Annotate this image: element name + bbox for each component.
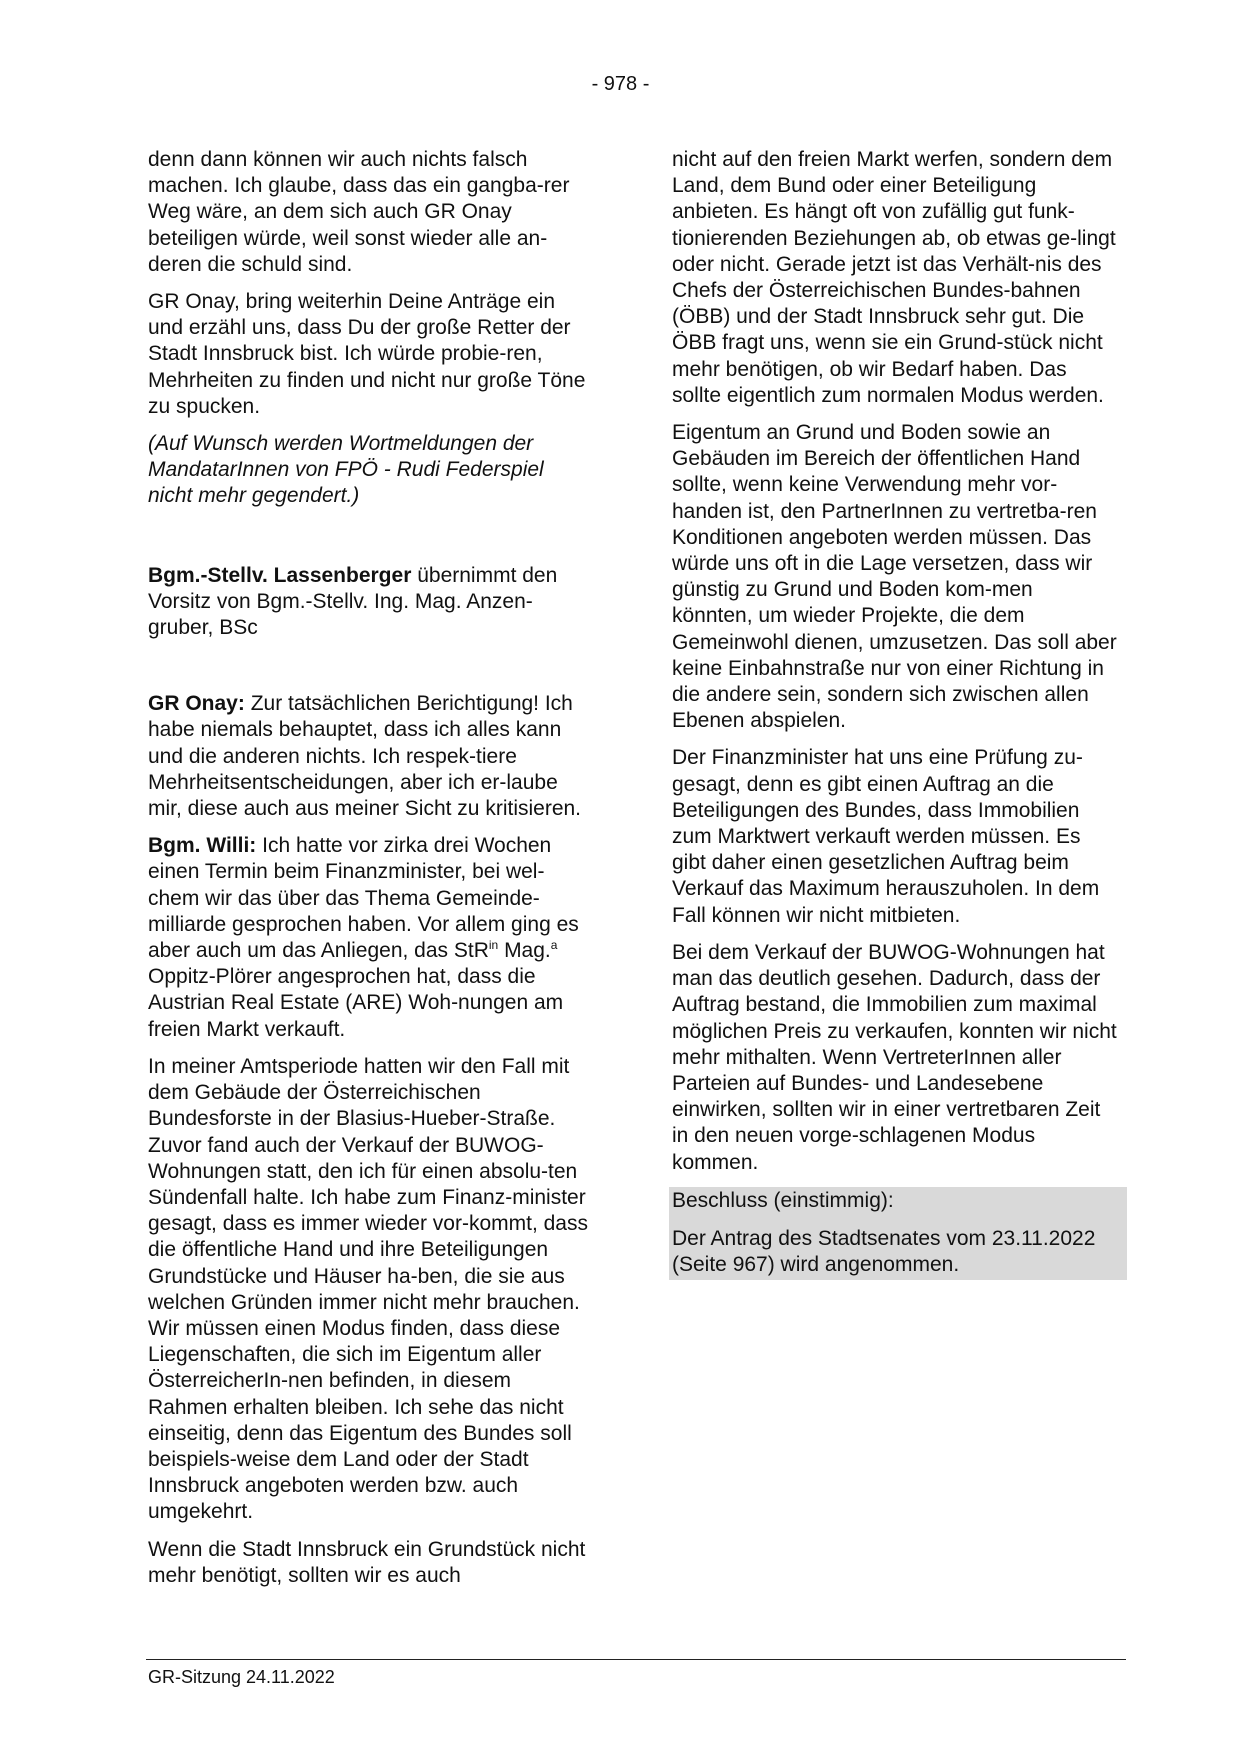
- speaker-willi: Bgm. Willi:: [148, 834, 257, 858]
- speaker-lassenberger: Bgm.-Stellv. Lassenberger: [148, 563, 412, 587]
- footer-session-date: GR-Sitzung 24.11.2022: [148, 1667, 335, 1687]
- paragraph-continuation: denn dann können wir auch nichts falsch machen. Ich glaube, dass das ein gangba-rer Weg wäre, an dem sich auch GR Onay beteiligen würde, weil sonst wieder alle an-deren die schuld sind.: [148, 148, 570, 276]
- paragraph-finanzminister: Der Finanzminister hat uns eine Prüfung zu-gesagt, denn es gibt einen Auftrag an die Beteiligungen des Bundes, dass Immobilien zum Marktwert verkauft werden müssen. Es gibt daher einen gesetzlichen Auftrag beim Verkauf das Maximum herauszuholen. In dem Fall können wir nicht mitbieten.: [672, 746, 1100, 927]
- paragraph-markt: nicht auf den freien Markt werfen, sondern dem Land, dem Bund oder einer Beteiligung anbieten. Es hängt oft von zufällig gut funk-tionierenden Beziehungen ab, ob etwas ge-lingt oder nicht. Gerade jetzt ist das Verhält-nis des Chefs der Österreichischen Bundes-bahnen (ÖBB) und der Stadt Innsbruck sehr gut. Die ÖBB fragt uns, wenn sie ein Grund-stück nicht mehr benötigen, ob wir Bedarf haben. Das sollte eigentlich zum normalen Modus werden.: [672, 148, 1116, 407]
- chair-change-text: übernimmt den Vorsitz von Bgm.-Stellv. Ing. Mag. Anzen-gruber, BSc: [148, 563, 558, 640]
- gender-note: (Auf Wunsch werden Wortmeldungen der MandatarInnen von FPÖ - Rudi Federspiel nicht mehr gegendert.): [148, 432, 544, 508]
- decision-box: [669, 1187, 1127, 1281]
- willi-statement: [148, 833, 593, 1043]
- paragraph-wenn: Wenn die Stadt Innsbruck ein Grundstück nicht mehr benötigt, sollten wir es auch: [148, 1537, 586, 1587]
- superscript-a: a: [550, 938, 558, 953]
- decision-label: Beschluss (einstimmig):: [672, 1188, 894, 1212]
- onay-text: Zur tatsächlichen Berichtigung! Ich habe niemals behauptet, dass ich alles kann und die anderen nichts. Ich respek-tiere Mehrheitsentscheidungen, aber ich er-laube mir, diese auch aus meiner Sicht zu kritisieren.: [148, 692, 582, 821]
- willi-text-a: Ich hatte vor zirka drei Wochen einen Termin beim Finanzminister, bei wel-chem wir das über das Thema Gemeinde-milliarde gesprochen haben. Vor allem ging es aber auch um das Anliegen, das StR: [148, 834, 579, 963]
- speaker-onay: GR Onay:: [148, 692, 245, 716]
- superscript-in: in: [488, 938, 499, 953]
- decision-text: Der Antrag des Stadtsenates vom 23.11.2022 (Seite 967) wird angenommen.: [672, 1226, 1096, 1277]
- paragraph-eigentum: Eigentum an Grund und Boden sowie an Gebäuden im Bereich der öffentlichen Hand sollte, wenn keine Verwendung mehr vor-handen ist, den PartnerInnen zu vertretba-ren Konditionen angeboten werden müssen. Das würde uns oft in die Lage versetzen, dass wir günstig zu Grund und Boden kom-men könnten, um wieder Projekte, die dem Gemeinwohl dienen, umzusetzen. Das soll aber keine Einbahnstraße nur von einer Richtung in die andere sein, sondern sich zwischen allen Ebenen abspielen.: [672, 421, 1117, 733]
- chair-change-paragraph: [148, 563, 593, 642]
- left-column: [148, 147, 593, 1600]
- footer-divider: [146, 1659, 1126, 1660]
- paragraph-amtsperiode: In meiner Amtsperiode hatten wir den Fall mit dem Gebäude der Österreichischen Bundesforste in der Blasius-Hueber-Straße. Zuvor fand auch der Verkauf der BUWOG-Wohnungen statt, den ich für einen absolu-ten Sündenfall halte. Ich habe zum Finanz-minister gesagt, dass es immer wieder vor-kommt, dass die öffentliche Hand und ihre Beteiligungen Grundstücke und Häuser ha-ben, die sie aus welchen Gründen immer nicht mehr brauchen. Wir müssen einen Modus finden, dass diese Liegenschaften, die sich im Eigentum aller ÖsterreicherIn-nen befinden, in diesem Rahmen erhalten bleiben. Ich sehe das nicht einseitig, denn das Eigentum des Bundes soll beispiels-weise dem Land oder der Stadt Innsbruck angeboten werden bzw. auch umgekehrt.: [148, 1054, 588, 1524]
- paragraph-buwog: Bei dem Verkauf der BUWOG-Wohnungen hat man das deutlich gesehen. Dadurch, dass der Auftrag bestand, die Immobilien zum maximal möglichen Preis zu verkaufen, konnten wir nicht mehr mithalten. Wenn VertreterInnen aller Parteien auf Bundes- und Landesebene einwirken, sollten wir in einer vertretbaren Zeit in den neuen vorge-schlagenen Modus kommen.: [672, 940, 1117, 1174]
- paragraph-onay-address: GR Onay, bring weiterhin Deine Anträge ein und erzähl uns, dass Du der große Retter der Stadt Innsbruck bist. Ich würde probie-ren, Mehrheiten zu finden und nicht nur große Töne zu spucken.: [148, 290, 586, 418]
- page-number: - 978 -: [591, 73, 650, 95]
- right-column: [672, 147, 1117, 1280]
- onay-statement: [148, 691, 593, 822]
- willi-text-b: Mag.: [498, 939, 551, 963]
- willi-text-c: Oppitz-Plörer angesprochen hat, dass die Austrian Real Estate (ARE) Woh-nungen am freien Markt verkauft.: [148, 965, 564, 1041]
